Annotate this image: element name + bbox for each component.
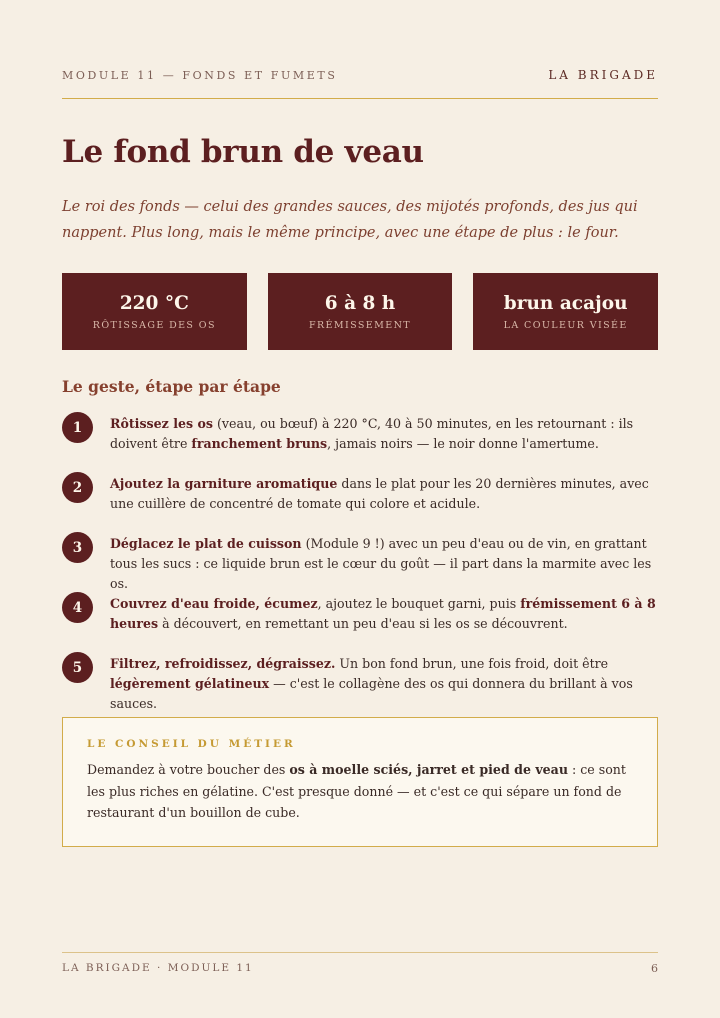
page-number: 6 [651,962,658,975]
emphasis-text: Rôtissez les os [110,416,213,431]
emphasis-text: frémissement 6 à 8 heures [110,596,656,631]
stat-value: brun acajou [503,292,628,314]
page-footer [62,952,658,975]
brand-name: LA BRIGADE [548,68,658,82]
footer-label: LA BRIGADE · MODULE 11 [62,962,254,974]
top-header [62,66,658,99]
step-number-badge: 3 [62,532,93,563]
step-text [110,474,658,514]
stat-card [473,273,658,350]
stats-row [62,273,658,350]
step-number-badge: 2 [62,472,93,503]
emphasis-text: légèrement gélatineux [110,676,270,691]
step-number-badge: 5 [62,652,93,683]
stat-value: 6 à 8 h [324,292,396,314]
text-run: , jamais noirs — le noir donne l'amertume. [327,436,599,451]
page [62,0,658,1018]
text-run: — c'est le collagène des os qui donnera du brillant à vos sauces. [110,676,633,711]
step-text [110,534,658,594]
step-text [110,594,658,634]
emphasis-text: Déglacez le plat de cuisson [110,536,302,551]
emphasis-text: Couvrez d'eau froide, écumez [110,596,318,611]
step-number-badge: 4 [62,592,93,623]
emphasis-text: franchement bruns [191,436,328,451]
tip-text [87,759,633,824]
emphasis-text: Filtrez, refroidissez, dégraissez. [110,656,336,671]
steps-heading: Le geste, étape par étape [62,377,281,396]
text-run: (veau, ou bœuf) à 220 °C, 40 à 50 minutes, en les retournant : ils doivent être [110,416,634,451]
emphasis-text: Ajoutez la garniture aromatique [110,476,338,491]
stat-card [62,273,247,350]
stat-card [268,273,453,350]
stat-label: LA COULEUR VISÉE [503,319,628,331]
stat-label: FRÉMISSEMENT [308,319,412,331]
step-text [110,414,658,454]
stat-label: RÔTISSAGE DES OS [92,319,216,331]
text-run: Demandez à votre boucher des [87,762,290,777]
tip-title: LE CONSEIL DU MÉTIER [87,738,296,750]
text-run: Un bon fond brun, une fois froid, doit être [335,656,609,671]
text-run: (Module 9 !) avec un peu d'eau ou de vin, en grattant tous les sucs : ce liquide brun est le cœur du goût — il part dans la marmite avec les os. [110,536,652,591]
step-number-badge: 1 [62,412,93,443]
stat-value: 220 °C [119,292,189,314]
text-run: dans le plat pour les 20 dernières minutes, avec une cuillère de concentré de tomate qui colore et acidule. [110,476,649,511]
intro-text: Le roi des fonds — celui des grandes sauces, des mijotés profonds, des jus qui nappent. Plus long, mais le même principe, avec une étape de plus : le four. [62,199,638,241]
text-run: : ce sont les plus riches en gélatine. C'est presque donné — et c'est ce qui sépare un fond de restaurant d'un bouillon de cube. [87,762,626,820]
tip-box [62,717,658,847]
page-title: Le fond brun de veau [62,134,424,170]
text-run: , ajoutez le bouquet garni, puis [317,596,521,611]
text-run: à découvert, en remettant un peu d'eau si les os se découvrent. [158,616,568,631]
emphasis-text: os à moelle sciés, jarret et pied de veau [289,762,568,777]
module-label: MODULE 11 — FONDS ET FUMETS [62,69,338,82]
step-text [110,654,658,714]
